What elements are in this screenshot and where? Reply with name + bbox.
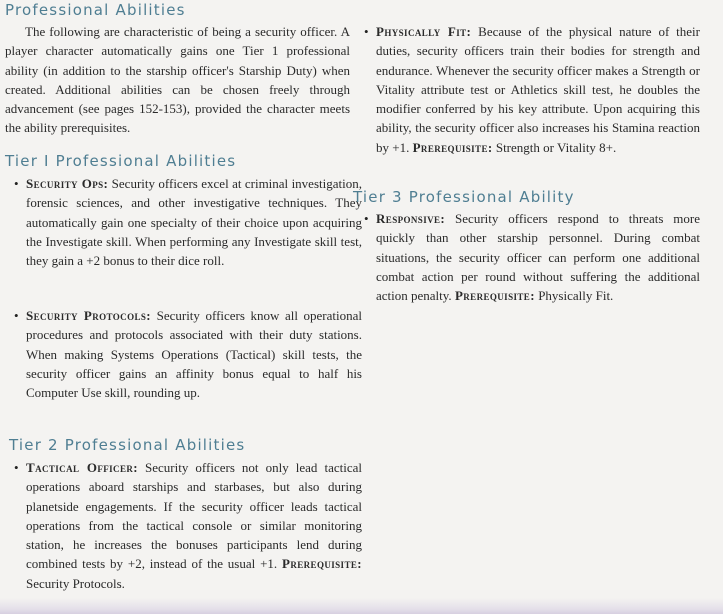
prereq-label: Prerequisite:	[282, 556, 362, 572]
tactical-officer-text: Security officers not only lead tactical operations aboard starships and starbases, but also during planetside engagements. If the security officer leads tactical operations from the tactical console or similar monitoring station, he increases the bonuses participants lend during combined tests by +2, instead of the usual +1.	[26, 460, 362, 572]
term-responsive: Responsive:	[376, 211, 446, 226]
physically-fit-prereq: Strength or Vitality 8+.	[492, 139, 617, 155]
bullet-icon: •	[364, 211, 369, 226]
intro-paragraph: The following are characteristic of being a security officer. A player character automatically gains one Tier 1 professional ability (in addition to the starship officer's Starship Duty) when created. Additional abilities can be chosen freely through advancement (see pages 152-153), provided the character meets the ability prerequisites.	[5, 24, 350, 136]
physically-fit-text: Because of the physical nature of their duties, security officers train their bodies for strength and endurance. Whenever the security officer makes a Strength or Vitality attribute test or Athletics skill test, he doubles the modifier conferred by his key attribute. Upon acquiring this ability, the security officer also increases his Stamina reaction by +1.	[376, 24, 700, 155]
bullet-icon: •	[14, 460, 19, 475]
list-item-security-ops	[12, 174, 362, 270]
list-item-physically-fit	[362, 22, 700, 157]
term-physically-fit: Physically Fit:	[376, 24, 472, 39]
security-protocols-text: Security officers know all operational procedures and protocols associated with their duty stations. When making Systems Operations (Tactical) skill tests, the security officer gains an affinity bonus equal to half his Computer Use skill, rounding up.	[26, 308, 362, 401]
prereq-label: Prerequisite:	[454, 288, 535, 304]
professional-abilities-heading: Professional Abilities	[5, 1, 186, 19]
list-item-tactical-officer	[12, 458, 362, 593]
list-item-security-protocols	[12, 306, 362, 402]
prereq-label: Prerequisite:	[412, 139, 493, 155]
term-security-protocols: Security Protocols:	[26, 308, 152, 323]
term-tactical-officer: Tactical Officer:	[26, 460, 138, 475]
bullet-icon: •	[14, 176, 19, 191]
list-item-responsive	[362, 209, 700, 305]
bullet-icon: •	[364, 24, 369, 39]
term-security-ops: Security Ops:	[26, 176, 109, 191]
tier1-heading: Tier I Professional Abilities	[5, 152, 237, 170]
scan-edge-artifact	[0, 598, 723, 614]
security-ops-text: Security officers excel at criminal investigation, forensic sciences, and other investigative techniques. They automatically gain one specialty of their choice upon acquiring the Investigate skill. When performing any Investigate skill test, they gain a +2 bonus to their dice roll.	[26, 176, 362, 269]
bullet-icon: •	[14, 308, 19, 323]
tier2-heading: Tier 2 Professional Abilities	[9, 436, 246, 454]
tier3-heading: Tier 3 Professional Ability	[353, 188, 575, 206]
responsive-text: Security officers respond to threats more quickly than other starship personnel. During combat situations, the security officer can perform one additional combat action per round without suffering the additional action penalty.	[376, 211, 700, 304]
responsive-prereq: Physically Fit.	[534, 288, 614, 304]
tactical-officer-prereq: Security Protocols.	[26, 575, 125, 591]
